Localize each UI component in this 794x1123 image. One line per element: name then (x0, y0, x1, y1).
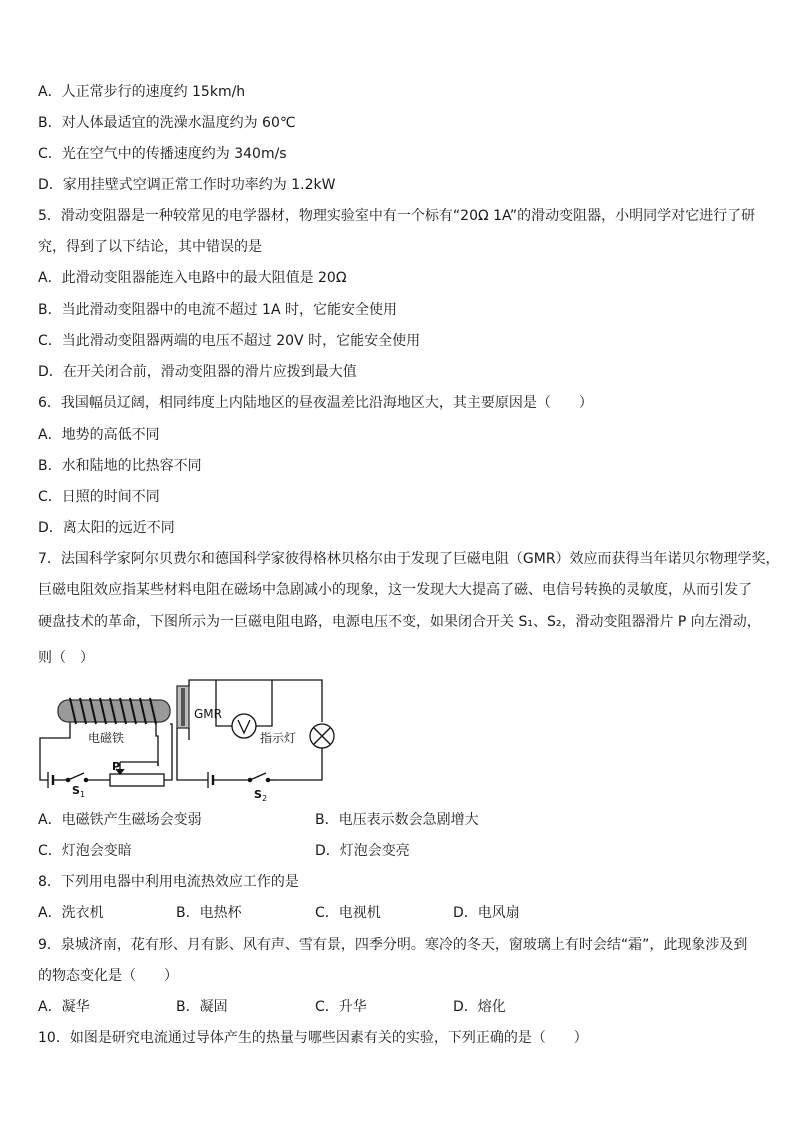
q5-option-d: D．在开关闭合前，滑动变阻器的滑片应拨到最大值 (38, 364, 357, 380)
q9-stem-line1: 9．泉城济南，花有形、月有影、风有声、雪有景，四季分明。寒冷的冬天，窗玻璃上有时会结“霜”，此现象涉及到 (38, 937, 748, 953)
q6-option-c: C．日照的时间不同 (38, 489, 160, 505)
q9-stem-line2: 的物态变化是（ ） (38, 968, 178, 984)
q4-option-a: A．人正常步行的速度约 15km/h (38, 84, 246, 100)
q8-option-b: B．电热杯 (176, 905, 242, 921)
q7-option-b: B．电压表示数会急剧增大 (315, 812, 479, 828)
q9-option-a: A．凝华 (38, 999, 90, 1015)
q4-option-b: B．对人体最适宜的洗澡水温度约为 60℃ (38, 115, 296, 131)
q5-option-c: C．当此滑动变阻器两端的电压不超过 20V 时，它能安全使用 (38, 333, 421, 349)
switch-s2-label: S (254, 788, 262, 801)
q7-stem-line2: 巨磁电阻效应指某些材料电阻在磁场中急剧减小的现象，这一发现大大提高了磁、电信号转换的灵敏度，从而引发了 (38, 582, 752, 598)
q5-option-b: B．当此滑动变阻器中的电流不超过 1A 时，它能安全使用 (38, 302, 397, 318)
switch-s2-subscript: 2 (262, 794, 268, 803)
electromagnet-label: 电磁铁 (88, 731, 125, 745)
q8-stem: 8．下列用电器中利用电流热效应工作的是 (38, 874, 299, 890)
q8-option-a: A．洗衣机 (38, 905, 104, 921)
q5-stem-line1: 5．滑动变阻器是一种较常见的电学器材，物理实验室中有一个标有“20Ω 1A”的滑动变阻器，小明同学对它进行了研 (38, 208, 756, 224)
switch-s1-label: S (72, 784, 80, 797)
q6-option-b: B．水和陆地的比热容不同 (38, 458, 202, 474)
slider-p-label: P (112, 760, 121, 773)
gmr-circuit-figure (36, 676, 336, 804)
q8-option-c: C．电视机 (315, 905, 381, 921)
q7-stem-line4: 则（ ） (38, 650, 94, 666)
q7-stem-line1: 7．法国科学家阿尔贝费尔和德国科学家彼得格林贝格尔由于发现了巨磁电阻（GMR）效应而获得当年诺贝尔物理学奖， (38, 551, 780, 567)
q4-option-d: D．家用挂壁式空调正常工作时功率约为 1.2kW (38, 177, 336, 193)
q8-option-d: D．电风扇 (453, 905, 520, 921)
q9-option-b: B．凝固 (176, 999, 228, 1015)
switch-s1-subscript: 1 (80, 790, 86, 799)
q6-stem: 6．我国幅员辽阔，相同纬度上内陆地区的昼夜温差比沿海地区大，其主要原因是（ ） (38, 395, 593, 411)
q10-stem: 10．如图是研究电流通过导体产生的热量与哪些因素有关的实验，下列正确的是（ ） (38, 1030, 588, 1046)
q4-option-c: C．光在空气中的传播速度约为 340m/s (38, 146, 287, 162)
q6-option-a: A．地势的高低不同 (38, 427, 160, 443)
q5-option-a: A．此滑动变阻器能连入电路中的最大阻值是 20Ω (38, 270, 347, 286)
gmr-label: GMR (194, 707, 222, 721)
q5-stem-line2: 究，得到了以下结论，其中错误的是 (38, 239, 262, 255)
indicator-lamp-label: 指示灯 (260, 731, 297, 745)
q9-option-d: D．熔化 (453, 999, 506, 1015)
q7-option-a: A．电磁铁产生磁场会变弱 (38, 812, 202, 828)
q6-option-d: D．离太阳的远近不同 (38, 520, 175, 536)
q9-option-c: C．升华 (315, 999, 367, 1015)
q7-stem-line3: 硬盘技术的革命，下图所示为一巨磁电阻电路，电源电压不变，如果闭合开关 S₁、S₂，滑动变阻器滑片 P 向左滑动， (38, 614, 761, 630)
q7-option-c: C．灯泡会变暗 (38, 843, 132, 859)
q7-option-d: D．灯泡会变亮 (315, 843, 410, 859)
